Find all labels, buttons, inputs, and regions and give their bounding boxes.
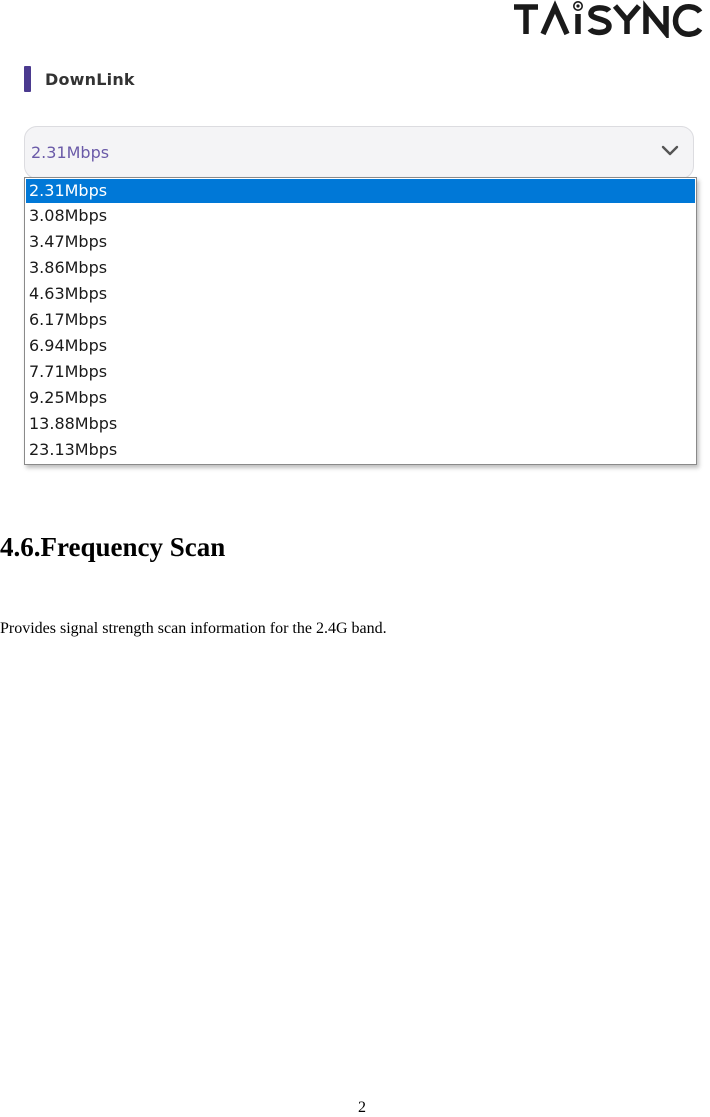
option-item[interactable]: 3.08Mbps bbox=[29, 206, 108, 225]
option-item[interactable]: 13.88Mbps bbox=[29, 414, 118, 433]
option-item[interactable]: 7.71Mbps bbox=[29, 362, 108, 381]
select-value: 2.31Mbps bbox=[31, 143, 110, 162]
section-heading: 4.6.Frequency Scan bbox=[0, 532, 226, 562]
option-item[interactable]: 2.31Mbps bbox=[26, 179, 695, 203]
option-item[interactable]: 3.86Mbps bbox=[29, 258, 108, 277]
section-title: DownLink bbox=[45, 69, 135, 89]
page-number: 2 bbox=[358, 1099, 366, 1116]
section-accent-bar bbox=[24, 66, 31, 92]
taisync-logo-graphic bbox=[512, 0, 710, 38]
option-item[interactable]: 6.94Mbps bbox=[29, 336, 108, 355]
chevron-down-icon bbox=[661, 145, 679, 157]
option-item[interactable]: 23.13Mbps bbox=[29, 440, 118, 459]
body-paragraph: Provides signal strength scan information for the 2.4G band. bbox=[0, 620, 387, 637]
downlink-rate-select[interactable] bbox=[24, 126, 694, 179]
downlink-rate-options-list bbox=[24, 177, 697, 465]
option-item[interactable]: 9.25Mbps bbox=[29, 388, 108, 407]
option-item[interactable]: 3.47Mbps bbox=[29, 232, 108, 251]
option-item[interactable]: 6.17Mbps bbox=[29, 310, 108, 329]
downlink-section-header bbox=[24, 66, 135, 92]
option-item[interactable]: 4.63Mbps bbox=[29, 284, 108, 303]
taisync-logo bbox=[512, 0, 710, 38]
